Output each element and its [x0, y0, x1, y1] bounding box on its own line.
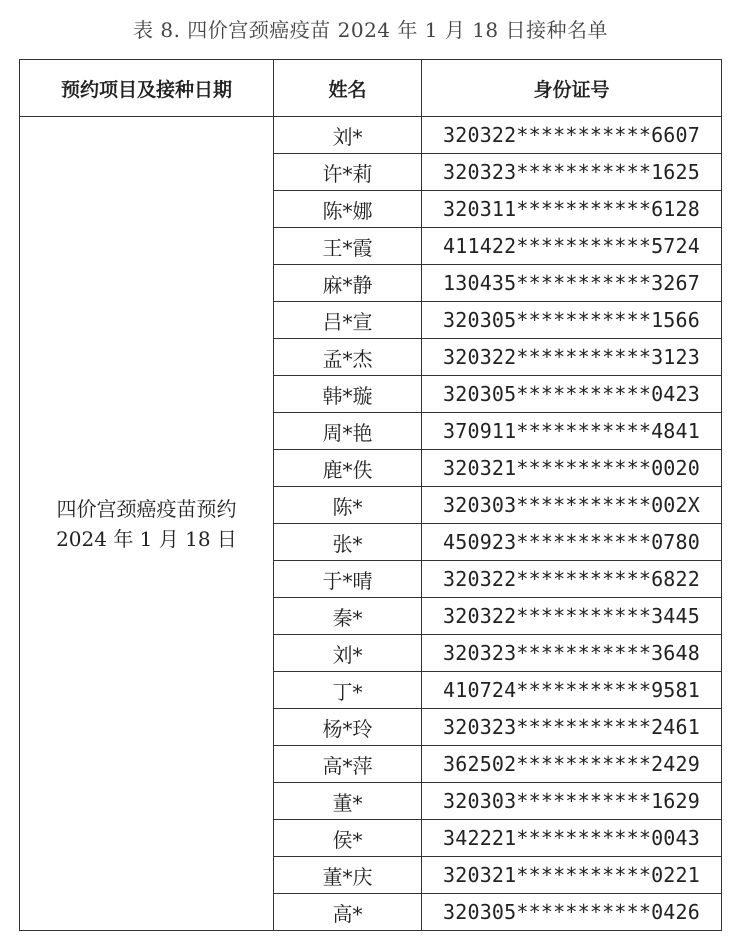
id-number-cell: 410724***********9581: [422, 672, 722, 709]
table-body: [20, 117, 722, 931]
header-id: 身份证号: [422, 60, 722, 117]
header-name: 姓名: [274, 60, 422, 117]
id-number-cell: 130435***********3267: [422, 265, 722, 302]
id-number-cell: 370911***********4841: [422, 413, 722, 450]
name-cell: 麻*静: [274, 265, 422, 302]
vaccination-roster-table: [19, 59, 722, 931]
name-cell: 陈*娜: [274, 191, 422, 228]
name-cell: 董*庆: [274, 857, 422, 894]
id-number-cell: 320322***********6822: [422, 561, 722, 598]
id-number-cell: 320322***********6607: [422, 117, 722, 154]
id-number-cell: 320303***********1629: [422, 783, 722, 820]
id-number-cell: 450923***********0780: [422, 524, 722, 561]
name-cell: 侯*: [274, 820, 422, 857]
header-row: [20, 60, 722, 117]
name-cell: 王*霞: [274, 228, 422, 265]
name-cell: 杨*玲: [274, 709, 422, 746]
id-number-cell: 320311***********6128: [422, 191, 722, 228]
header-project: 预约项目及接种日期: [20, 60, 274, 117]
id-number-cell: 342221***********0043: [422, 820, 722, 857]
table-header: [20, 60, 722, 117]
id-number-cell: 320323***********2461: [422, 709, 722, 746]
id-number-cell: 320305***********0426: [422, 894, 722, 931]
name-cell: 于*晴: [274, 561, 422, 598]
id-number-cell: 320322***********3123: [422, 339, 722, 376]
name-cell: 孟*杰: [274, 339, 422, 376]
name-cell: 鹿*佚: [274, 450, 422, 487]
project-date-cell: [20, 117, 274, 931]
name-cell: 董*: [274, 783, 422, 820]
name-cell: 丁*: [274, 672, 422, 709]
name-cell: 高*: [274, 894, 422, 931]
name-cell: 刘*: [274, 117, 422, 154]
name-cell: 韩*璇: [274, 376, 422, 413]
id-number-cell: 320305***********1566: [422, 302, 722, 339]
id-number-cell: 320305***********0423: [422, 376, 722, 413]
name-cell: 许*莉: [274, 154, 422, 191]
id-number-cell: 411422***********5724: [422, 228, 722, 265]
table-row: [20, 117, 722, 154]
name-cell: 刘*: [274, 635, 422, 672]
project-name: 四价宫颈癌疫苗预约: [56, 496, 237, 521]
vaccination-date: 2024 年 1 月 18 日: [56, 526, 237, 551]
id-number-cell: 320321***********0221: [422, 857, 722, 894]
id-number-cell: 320303***********002X: [422, 487, 722, 524]
id-number-cell: 320322***********3445: [422, 598, 722, 635]
name-cell: 陈*: [274, 487, 422, 524]
name-cell: 张*: [274, 524, 422, 561]
name-cell: 秦*: [274, 598, 422, 635]
id-number-cell: 320323***********3648: [422, 635, 722, 672]
id-number-cell: 320321***********0020: [422, 450, 722, 487]
id-number-cell: 320323***********1625: [422, 154, 722, 191]
name-cell: 高*萍: [274, 746, 422, 783]
id-number-cell: 362502***********2429: [422, 746, 722, 783]
name-cell: 周*艳: [274, 413, 422, 450]
table-caption: 表 8. 四价宫颈癌疫苗 2024 年 1 月 18 日接种名单: [132, 18, 608, 42]
name-cell: 吕*宣: [274, 302, 422, 339]
